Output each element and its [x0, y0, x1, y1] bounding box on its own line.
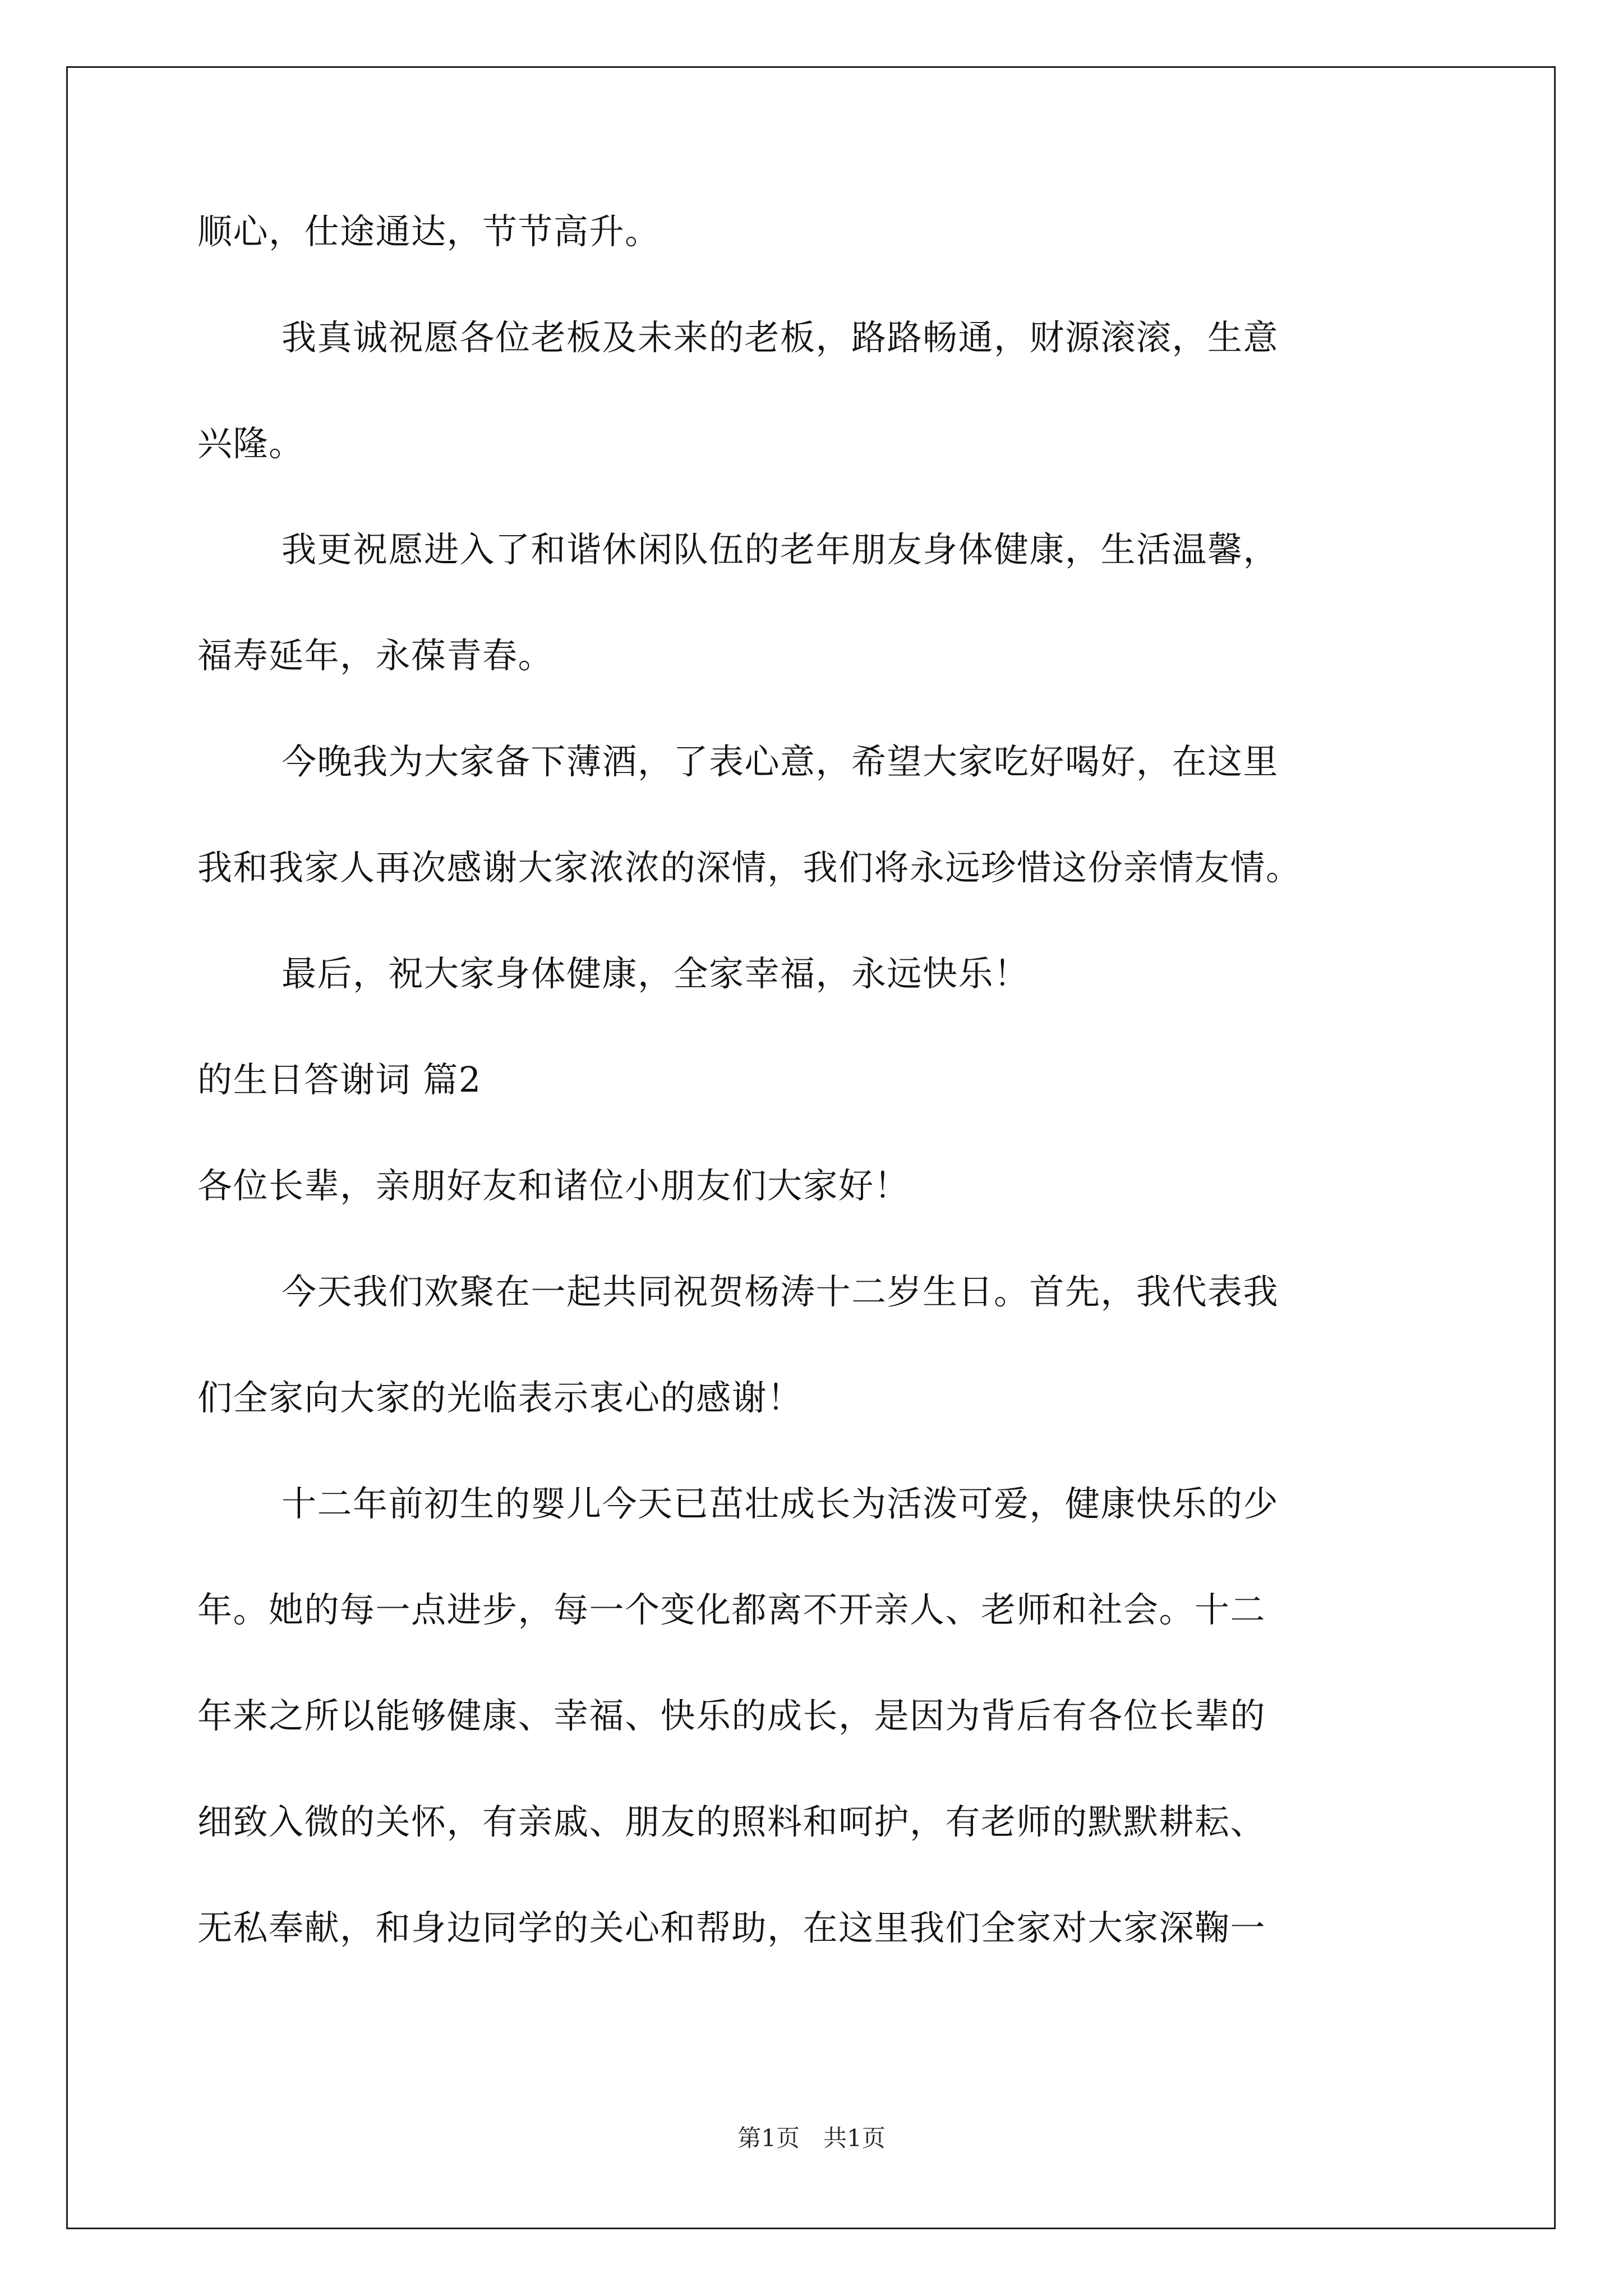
- text-line: 今晚我为大家备下薄酒，了表心意，希望大家吃好喝好，在这里: [282, 741, 1279, 782]
- text-line: 福寿延年，永葆青春。: [197, 635, 554, 676]
- text-line: 顺心，仕途通达，节节高升。: [197, 211, 661, 252]
- text-line: 我真诚祝愿各位老板及未来的老板，路路畅通，财源滚滚，生意: [282, 317, 1279, 358]
- text-line: 们全家向大家的光临表示衷心的感谢！: [197, 1377, 803, 1418]
- text-line: 兴隆。: [197, 423, 305, 464]
- section-heading: 的生日答谢词 篇2: [197, 1059, 482, 1100]
- text-line: 最后，祝大家身体健康，全家幸福，永远快乐！: [282, 953, 1030, 994]
- text-line: 我更祝愿进入了和谐休闲队伍的老年朋友身体健康，生活温馨，: [282, 529, 1279, 570]
- text-line: 无私奉献，和身边同学的关心和帮助，在这里我们全家对大家深鞠一: [197, 1907, 1266, 1948]
- text-line: 年来之所以能够健康、幸福、快乐的成长，是因为背后有各位长辈的: [197, 1695, 1266, 1736]
- text-line: 我和我家人再次感谢大家浓浓的深情，我们将永远珍惜这份亲情友情。: [197, 847, 1302, 888]
- text-line: 细致入微的关怀，有亲戚、朋友的照料和呵护，有老师的默默耕耘、: [197, 1801, 1266, 1842]
- page-number-footer: 第1页 共1页: [737, 2124, 886, 2152]
- page-border: [66, 66, 1556, 2229]
- text-line: 年。她的每一点进步，每一个变化都离不开亲人、老师和社会。十二: [197, 1589, 1266, 1630]
- text-line: 十二年前初生的婴儿今天已茁壮成长为活泼可爱，健康快乐的少: [282, 1483, 1279, 1524]
- text-line: 今天我们欢聚在一起共同祝贺杨涛十二岁生日。首先，我代表我: [282, 1271, 1279, 1312]
- text-line: 各位长辈，亲朋好友和诸位小朋友们大家好！: [197, 1165, 910, 1206]
